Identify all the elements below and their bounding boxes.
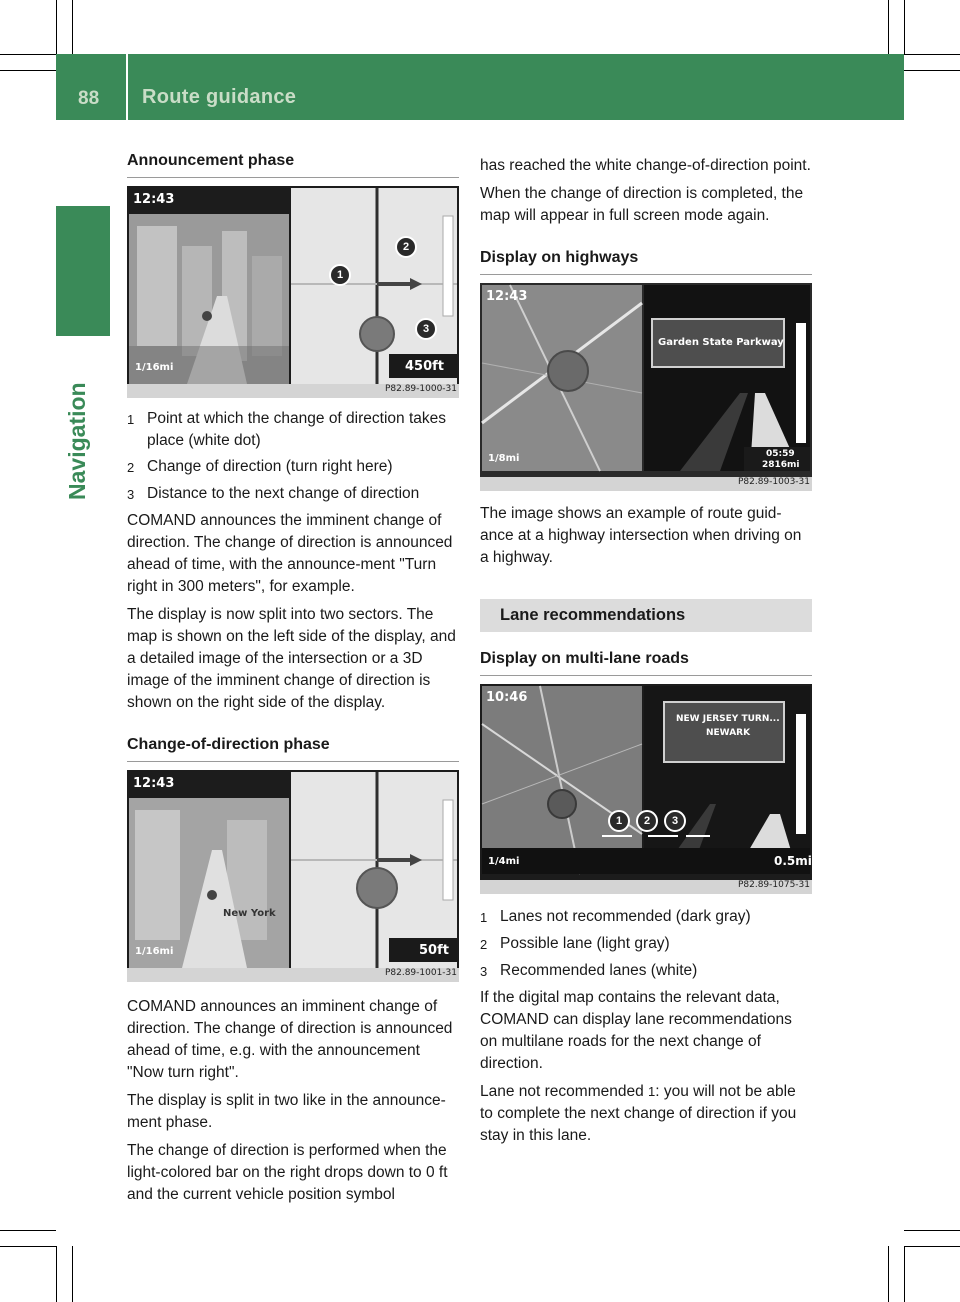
header-separator	[126, 54, 128, 120]
crop-mark	[72, 0, 73, 54]
list-number: 1	[480, 910, 488, 925]
map-scale: 1/8mi	[488, 453, 520, 464]
list-item	[127, 456, 459, 479]
paragraph-text: Lane not recommended	[480, 1083, 649, 1100]
side-tab-label: Navigation	[64, 382, 90, 500]
figure-change-of-direction-phase	[127, 770, 459, 982]
list-text: Change of direction (turn right here)	[147, 458, 393, 475]
paragraph: COMAND announces the imminent change of direction. The change of direction is announced ahead of time, with the announce-ment "Turn right in 300 meters", for example.	[127, 512, 453, 595]
crop-mark	[904, 70, 960, 71]
callout-2: 2	[395, 236, 417, 258]
distance-readout: 50ft	[419, 943, 449, 958]
list-item	[480, 906, 812, 929]
map-scale: 1/16mi	[135, 946, 174, 957]
heading-announcement-phase: Announcement phase	[127, 152, 459, 178]
crop-mark	[0, 1246, 56, 1247]
left-column	[127, 152, 459, 1212]
list-text: Possible lane (light gray)	[500, 935, 670, 952]
distance-readout: 450ft	[405, 359, 445, 374]
crop-mark	[904, 54, 960, 55]
list-text: Point at which the change of direction takes place (white dot)	[147, 410, 446, 449]
section-band-lane-recommendations: Lane recommendations	[480, 599, 812, 632]
navigation-screen-image	[127, 770, 459, 982]
image-code: P82.89-1001-31	[384, 968, 457, 978]
clock: 12:43	[486, 289, 528, 304]
callout-1: 1	[608, 810, 630, 832]
page-number: 88	[78, 88, 100, 109]
figure-display-on-highways	[480, 283, 812, 491]
right-column	[480, 155, 812, 1153]
crop-mark	[0, 1230, 56, 1231]
figure-announcement-phase	[127, 186, 459, 398]
figure-multi-lane-roads	[480, 684, 812, 894]
list-number: 3	[127, 487, 135, 502]
list-text: Recommended lanes (white)	[500, 962, 698, 979]
paragraph-text: : you will not be able to complete the next change of direction if you stay in this lane.	[480, 1083, 797, 1144]
paragraph: The change of direction is performed when the light-colored bar on the right drops down to 0 ft and the current vehicle position symbol	[127, 1142, 448, 1203]
highway-sign-line-2: NEWARK	[706, 728, 751, 738]
list-number: 2	[127, 460, 135, 475]
paragraph: When the change of direction is completed, the map will appear in full screen mode again.	[480, 185, 804, 224]
highway-sign: Garden State Parkway	[658, 337, 784, 348]
crop-mark	[904, 1246, 960, 1247]
eta-distance: 2816mi	[762, 460, 800, 470]
list-text: Distance to the next change of direction	[147, 485, 420, 502]
crop-mark	[904, 1230, 960, 1231]
paragraph: The display is now split into two sectors. The map is shown on the left side of the display, and a detailed image of the intersection or a 3D image of the imminent change of direction is shown on the right side of the display.	[127, 606, 456, 711]
crop-mark	[904, 0, 905, 54]
paragraph: If the digital map contains the relevant data, COMAND can display lane recommendations on multilane roads for the next change of direction.	[480, 989, 792, 1072]
heading-display-on-highways: Display on highways	[480, 249, 812, 275]
list-item	[480, 960, 812, 983]
distance-readout: 0.5mi	[774, 854, 812, 868]
callout-1: 1	[329, 264, 351, 286]
map-scale: 1/16mi	[135, 362, 174, 373]
side-tab-marker	[56, 206, 110, 336]
highway-sign-line-1: NEW JERSEY TURN...	[676, 714, 780, 724]
clock: 12:43	[133, 776, 175, 791]
paragraph: COMAND announces an imminent change of direction. The change of direction is announced ahead of time, e.g. with the announcement "Now turn right".	[127, 998, 453, 1081]
image-code: P82.89-1003-31	[737, 477, 810, 487]
paragraph	[480, 1081, 812, 1147]
list-number: 3	[480, 964, 488, 979]
heading-display-on-multi-lane-roads: Display on multi-lane roads	[480, 650, 812, 676]
image-code: P82.89-1000-31	[384, 384, 457, 394]
list-item	[127, 483, 459, 506]
callout-3: 3	[664, 810, 686, 832]
crop-mark	[72, 1246, 73, 1302]
paragraph: The image shows an example of route guid-ance at a highway intersection when driving on a highway.	[480, 505, 802, 566]
list-text: Lanes not recommended (dark gray)	[500, 908, 751, 925]
map-scale: 1/4mi	[488, 856, 520, 867]
list-item	[480, 933, 812, 956]
list-item	[127, 408, 459, 452]
crop-mark	[0, 54, 56, 55]
place-label: New York	[223, 908, 276, 919]
eta-time: 05:59	[766, 449, 795, 459]
inline-reference-number: 1	[648, 1084, 656, 1099]
clock: 10:46	[486, 690, 528, 705]
clock: 12:43	[133, 192, 175, 207]
list-number: 2	[480, 937, 488, 952]
section-title: Route guidance	[142, 86, 297, 108]
crop-mark	[904, 1246, 905, 1302]
crop-mark	[888, 1246, 889, 1302]
crop-mark	[0, 70, 56, 71]
crop-mark	[888, 0, 889, 54]
crop-mark	[56, 1246, 57, 1302]
image-code: P82.89-1075-31	[737, 880, 810, 890]
paragraph: The display is split in two like in the announce-ment phase.	[127, 1092, 446, 1131]
crop-mark	[56, 0, 57, 54]
list-number: 1	[127, 412, 135, 427]
heading-change-of-direction-phase: Change-of-direction phase	[127, 736, 459, 762]
callout-2: 2	[636, 810, 658, 832]
paragraph: has reached the white change-of-direction point.	[480, 157, 811, 174]
callout-3: 3	[415, 318, 437, 340]
